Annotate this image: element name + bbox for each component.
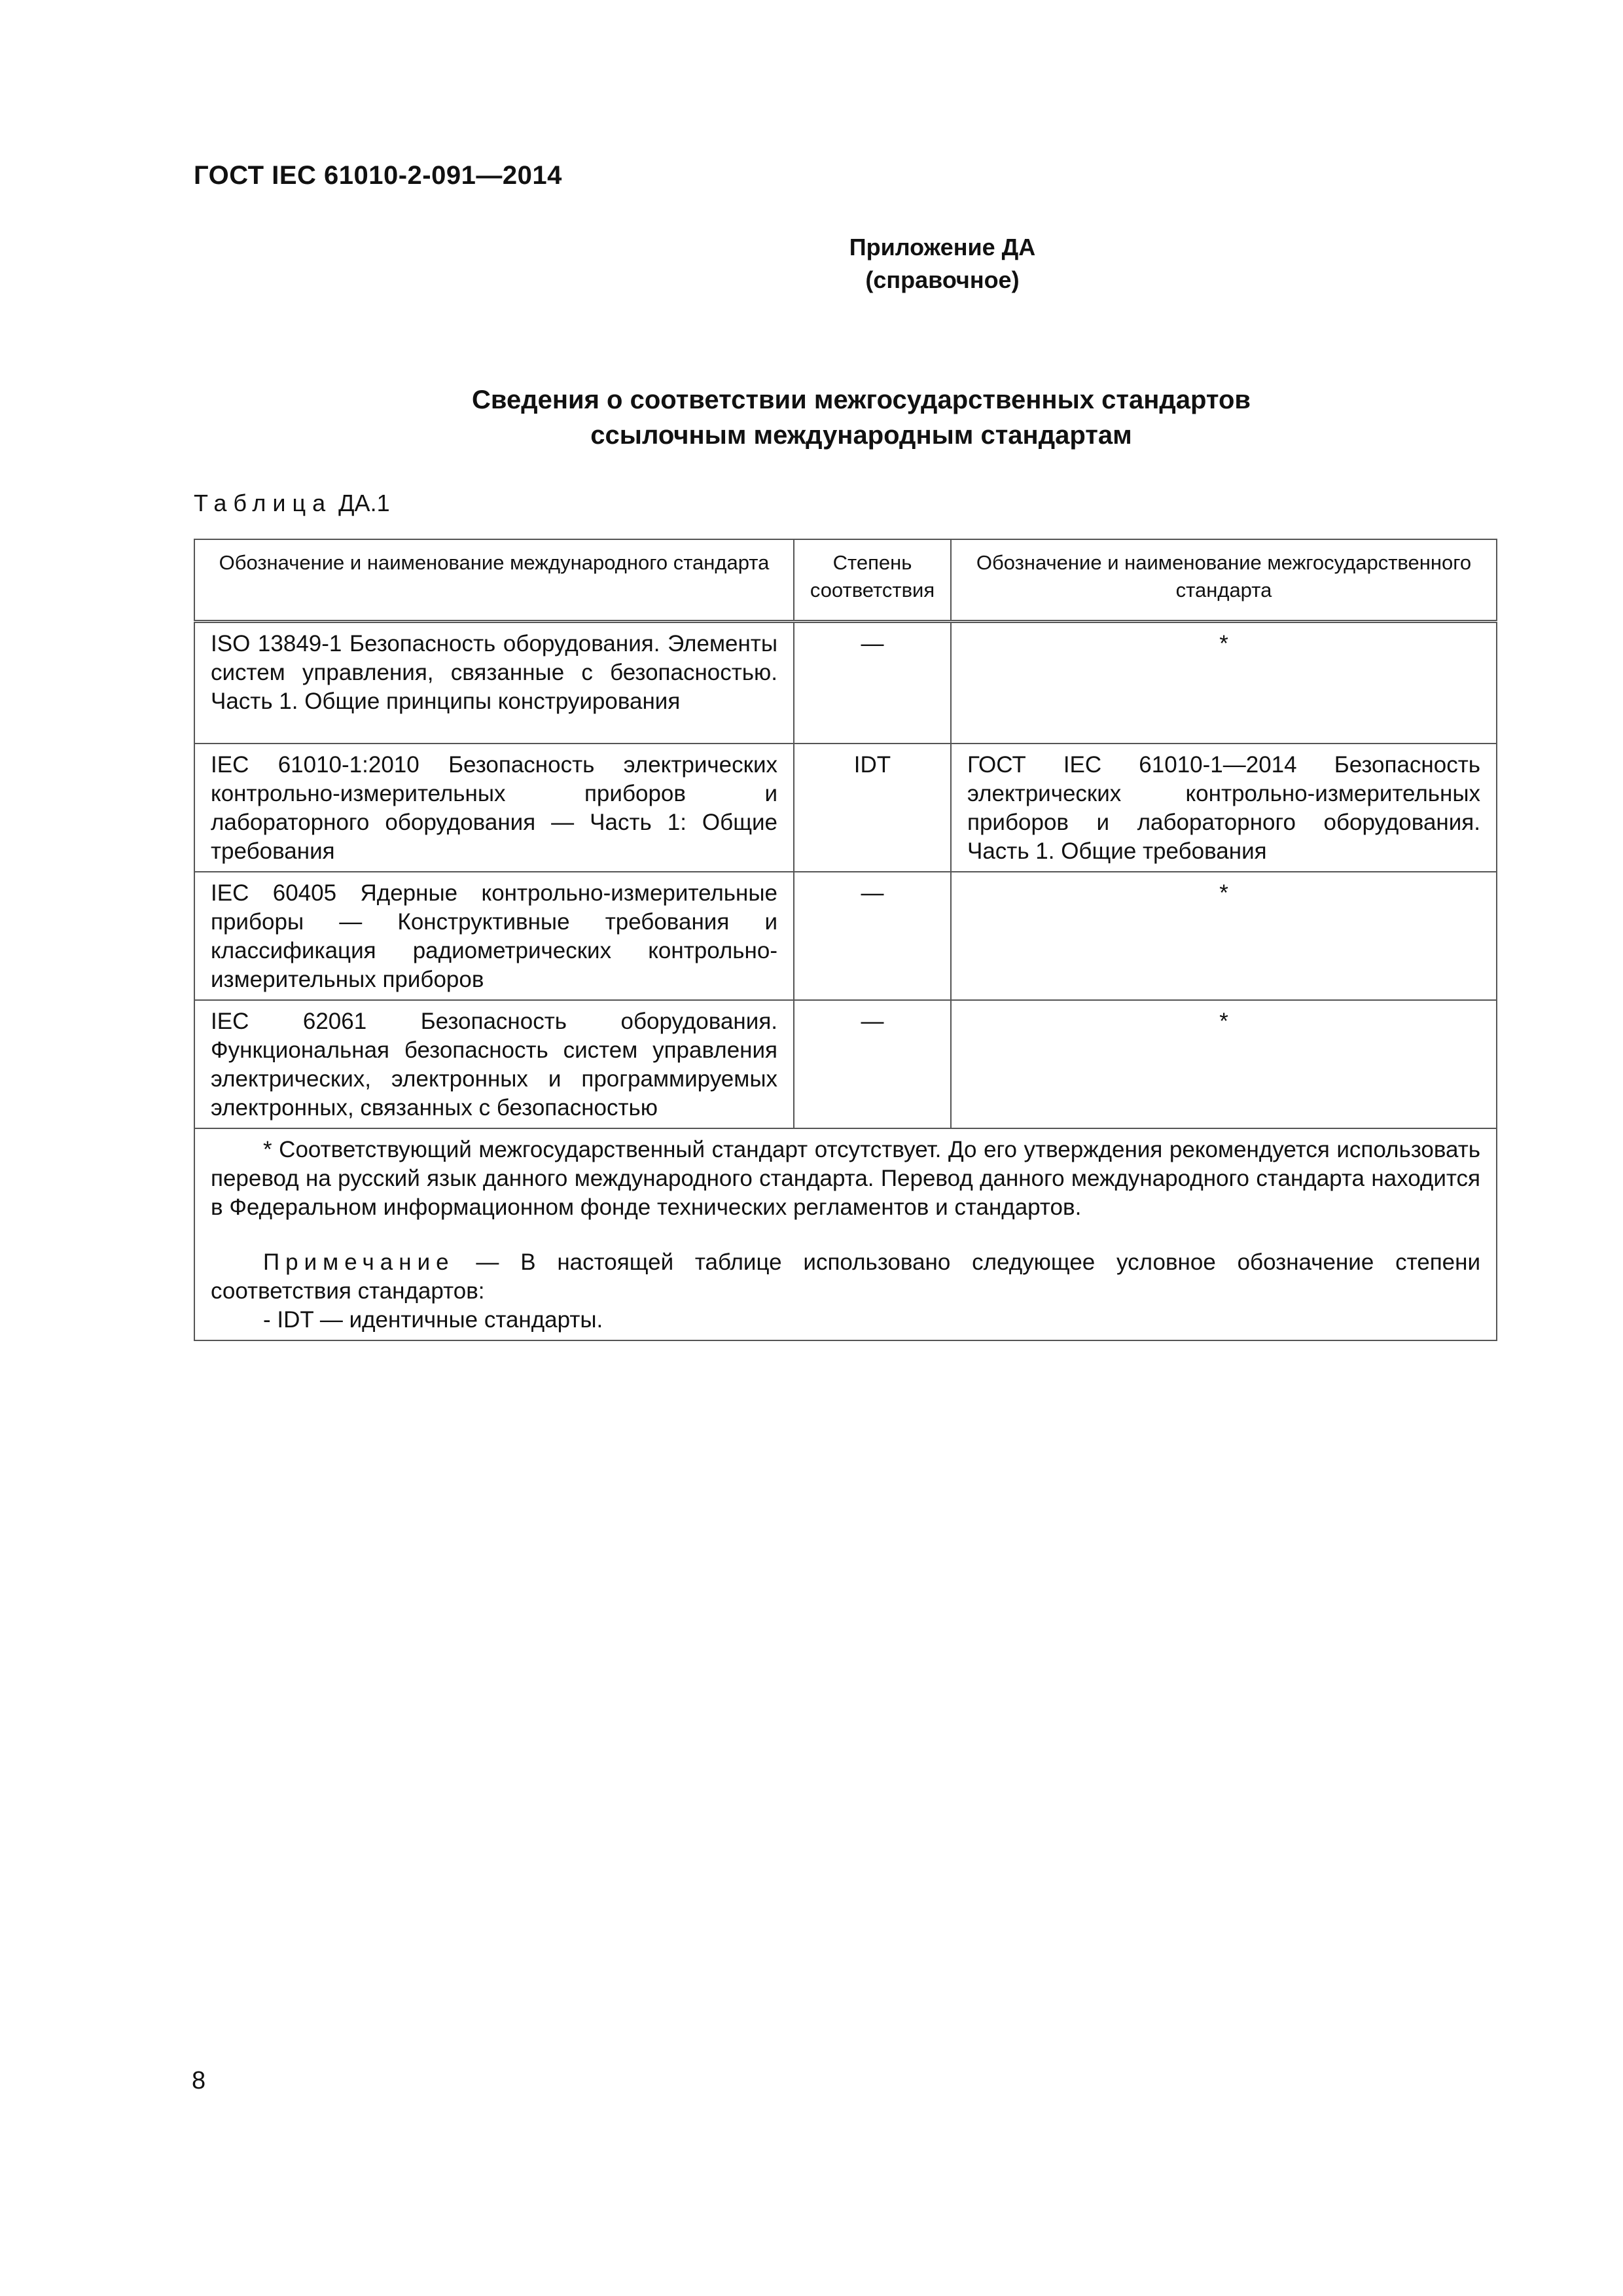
table-header-row (194, 539, 1497, 622)
note-list-item: - IDT — идентичные стандарты. (263, 1306, 603, 1333)
cell-interstate-standard: * (951, 1000, 1497, 1128)
note-text: — В настоящей таблице использовано следующее условное обозначение степени соответствия стандартов: (211, 1249, 1480, 1304)
appendix-heading (194, 231, 1495, 296)
cell-international-standard: ISO 13849-1 Безопасность оборудования. Элементы систем управления, связанные с безопасностью. Часть 1. Общие принципы конструирования (194, 622, 794, 744)
cell-degree: — (794, 1000, 951, 1128)
header-interstate-standard: Обозначение и наименование межгосударственного стандарта (951, 539, 1497, 622)
appendix-title: Приложение ДА (849, 234, 1036, 260)
section-title-line-2: ссылочным международным стандартам (590, 421, 1132, 450)
table-caption (194, 490, 390, 517)
note-label: Примечание (263, 1249, 455, 1275)
cell-international-standard: IEC 60405 Ядерные контрольно-измерительные приборы — Конструктивные требования и классификация радиометрических контрольно-измерительных приборов (194, 872, 794, 1000)
header-degree-of-conformity: Степень соответствия (794, 539, 951, 622)
appendix-subtitle: (справочное) (865, 266, 1020, 293)
cell-interstate-standard: * (951, 872, 1497, 1000)
table-footnote (194, 1128, 1497, 1340)
table-caption-number: ДА.1 (338, 490, 390, 516)
section-title-line-1: Сведения о соответствии межгосударственных стандартов (472, 386, 1251, 414)
table-note (211, 1248, 1480, 1306)
document-code: ГОСТ IEC 61010-2-091—2014 (194, 161, 562, 190)
table-row (194, 622, 1497, 744)
cell-interstate-standard: * (951, 622, 1497, 744)
table-footnote-row (194, 1128, 1497, 1340)
cell-interstate-standard: ГОСТ IEC 61010-1—2014 Безопасность электрических контрольно-измерительных приборов и лабораторного оборудования. Часть 1. Общие требования (951, 744, 1497, 872)
footnote-asterisk-text: * Соответствующий межгосударственный стандарт отсутствует. До его утверждения рекомендуется использовать перевод на русский язык данного международного стандарта. Перевод данного международного стандарта находится в Федеральном информационном фонде технических регламентов и стандартов. (211, 1136, 1480, 1220)
table-row (194, 744, 1497, 872)
cell-international-standard: IEC 62061 Безопасность оборудования. Функциональная безопасность систем управления электрических, электронных и программируемых электронных, связанных с безопасностью (194, 1000, 794, 1128)
table-row (194, 1000, 1497, 1128)
standards-table (194, 539, 1497, 1341)
header-international-standard: Обозначение и наименование международного стандарта (194, 539, 794, 622)
cell-degree: — (794, 872, 951, 1000)
cell-international-standard: IEC 61010-1:2010 Безопасность электрических контрольно-измерительных приборов и лабораторного оборудования — Часть 1: Общие требования (194, 744, 794, 872)
section-title (194, 382, 1529, 453)
cell-degree: IDT (794, 744, 951, 872)
table-caption-word: Таблица (194, 490, 332, 516)
table-row (194, 872, 1497, 1000)
page-number: 8 (192, 2067, 206, 2094)
cell-degree: — (794, 622, 951, 744)
